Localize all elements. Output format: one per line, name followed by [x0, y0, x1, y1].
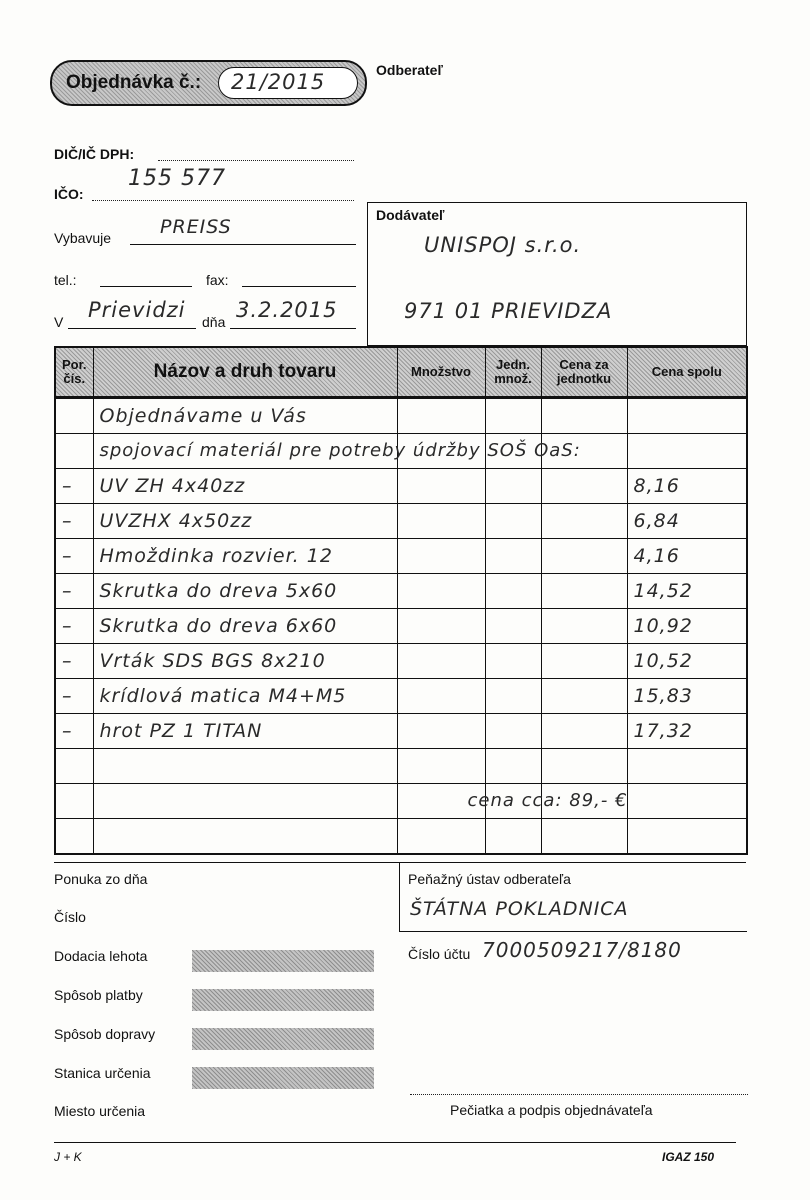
fax-field[interactable] [242, 286, 356, 287]
row-number: – [62, 615, 73, 637]
fax-label: fax: [206, 272, 229, 288]
col-header-qty: Množstvo [397, 347, 485, 398]
transport-method-field[interactable] [192, 1028, 374, 1050]
destination-station-label: Stanica určenia [54, 1065, 151, 1081]
place-value: Prievidzi [88, 298, 186, 322]
table-row[interactable] [55, 749, 747, 784]
bank-value: ŠTÁTNA POKLADNICA [410, 898, 629, 920]
col-header-unit-price: Cena za jednotku [541, 347, 627, 398]
row-total: 15,83 [633, 685, 693, 707]
customer-heading: Odberateľ [376, 62, 443, 78]
col-header-num: Por. čís. [55, 347, 93, 398]
supplier-address: 971 01 PRIEVIDZA [404, 299, 613, 323]
bank-label: Peňažný ústav odberateľa [408, 871, 571, 887]
left-footer-code: J + K [54, 1150, 82, 1164]
item-name: Vrták SDS BGS 8x210 [99, 650, 326, 672]
row-number: – [62, 545, 73, 567]
item-name: Skrutka do dreva 5x60 [99, 580, 338, 602]
vat-field[interactable] [158, 160, 354, 161]
col-header-name: Názov a druh tovaru [93, 347, 397, 398]
place-label: V [54, 314, 64, 330]
row-total: 10,52 [633, 650, 693, 672]
item-name: UV ZH 4x40zz [99, 475, 246, 497]
ico-value: 155 577 [128, 166, 226, 191]
order-label: Objednávka č.: [66, 72, 202, 93]
table-row[interactable] [55, 819, 747, 855]
order-number-badge [50, 60, 367, 106]
item-name: krídlová matica M4+M5 [99, 685, 347, 707]
date-field[interactable] [230, 328, 356, 329]
account-value: 7000509217/8180 [482, 938, 682, 962]
table-row[interactable] [55, 398, 747, 434]
row-number: – [62, 475, 73, 497]
table-row[interactable] [55, 679, 747, 714]
row-number: – [62, 720, 73, 742]
delivery-time-label: Dodacia lehota [54, 948, 148, 964]
destination-station-field[interactable] [192, 1067, 374, 1089]
table-row[interactable] [55, 504, 747, 539]
row-total: 17,32 [633, 720, 693, 742]
intro-line-2: spojovací materiál pre potreby údržby SOŠ OaS: [99, 440, 581, 461]
row-number: – [62, 580, 73, 602]
bottom-rule [54, 1142, 736, 1143]
row-total: 6,84 [633, 510, 680, 532]
supplier-name: UNISPOJ s.r.o. [424, 233, 582, 257]
order-number-field[interactable] [218, 67, 358, 99]
row-total: 4,16 [633, 545, 680, 567]
payment-method-label: Spôsob platby [54, 987, 143, 1003]
item-name: hrot PZ 1 TITAN [99, 720, 263, 742]
row-number: – [62, 650, 73, 672]
handled-by-value: PREISS [160, 216, 232, 238]
vat-label: DIČ/IČ DPH: [54, 146, 135, 162]
tel-field[interactable] [100, 286, 192, 287]
delivery-time-field[interactable] [192, 950, 374, 972]
ico-label: IČO: [54, 186, 84, 202]
offer-date-label: Ponuka zo dňa [54, 871, 148, 887]
date-label: dňa [202, 314, 226, 330]
destination-place-label: Miesto určenia [54, 1103, 146, 1119]
item-name: UVZHX 4x50zz [99, 510, 253, 532]
col-header-unit: Jedn. množ. [485, 347, 541, 398]
account-label: Číslo účtu [408, 946, 471, 962]
supplier-box[interactable] [367, 202, 747, 346]
signature-label: Pečiatka a podpis objednávateľa [450, 1102, 653, 1118]
signature-field[interactable] [410, 1094, 748, 1095]
supplier-heading: Dodávateľ [376, 207, 445, 223]
row-total: 14,52 [633, 580, 693, 602]
form-code: IGAZ 150 [662, 1150, 715, 1164]
total-estimate: cena cca: 89,- € [467, 790, 628, 811]
offer-number-label: Číslo [54, 909, 86, 925]
row-total: 10,92 [633, 615, 693, 637]
col-header-total: Cena spolu [627, 347, 747, 398]
bank-rule [399, 931, 747, 932]
handled-by-field[interactable] [130, 244, 356, 245]
table-row[interactable] [55, 469, 747, 504]
item-name: Hmoždinka rozvier. 12 [99, 545, 333, 567]
order-number-value: 21/2015 [231, 70, 326, 94]
place-field[interactable] [68, 328, 196, 329]
footer-top-rule [54, 862, 746, 863]
table-row[interactable] [55, 609, 747, 644]
table-row[interactable] [55, 539, 747, 574]
table-row[interactable] [55, 574, 747, 609]
table-row[interactable] [55, 784, 747, 819]
footer-divider [399, 862, 400, 932]
items-table [54, 346, 748, 855]
tel-label: tel.: [54, 272, 77, 288]
handled-by-label: Vybavuje [54, 230, 112, 246]
intro-line-1: Objednávame u Vás [99, 405, 307, 427]
table-row[interactable] [55, 434, 747, 469]
table-row[interactable] [55, 644, 747, 679]
table-row[interactable] [55, 714, 747, 749]
date-value: 3.2.2015 [236, 298, 338, 322]
transport-method-label: Spôsob dopravy [54, 1026, 156, 1042]
ico-field[interactable] [92, 200, 354, 201]
payment-method-field[interactable] [192, 989, 374, 1011]
row-total: 8,16 [633, 475, 680, 497]
row-number: – [62, 510, 73, 532]
row-number: – [62, 685, 73, 707]
item-name: Skrutka do dreva 6x60 [99, 615, 338, 637]
